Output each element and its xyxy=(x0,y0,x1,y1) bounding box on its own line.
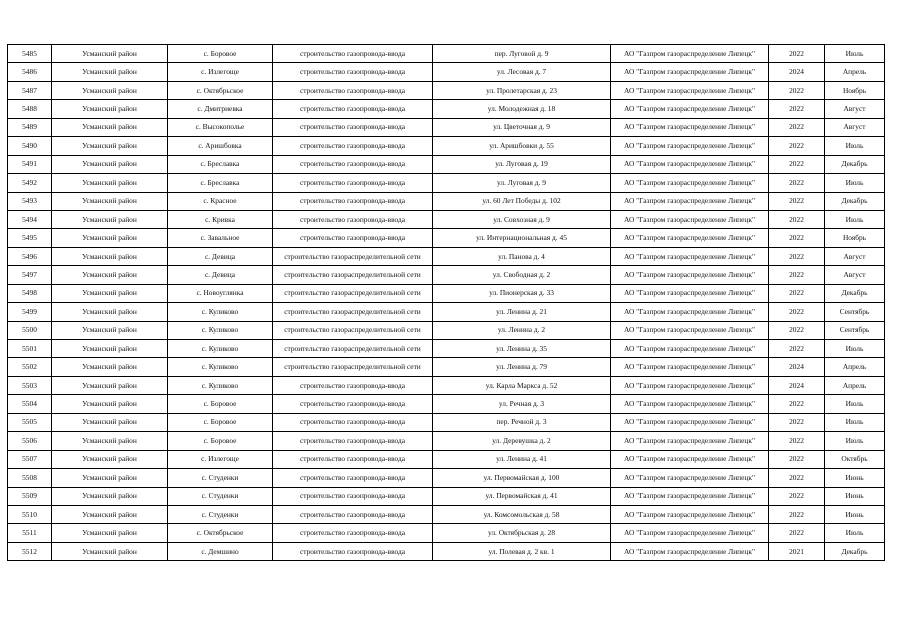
district-cell: Усманский район xyxy=(52,229,168,247)
table-row xyxy=(8,376,885,394)
table-row xyxy=(8,137,885,155)
row-number-cell: 5489 xyxy=(8,118,52,136)
organization-cell: АО "Газпром газораспределение Липецк" xyxy=(611,395,769,413)
address-cell: ул. Луговая д. 19 xyxy=(433,155,611,173)
row-number-cell: 5500 xyxy=(8,321,52,339)
row-number-cell: 5496 xyxy=(8,247,52,265)
address-cell: ул. Свободная д. 2 xyxy=(433,266,611,284)
table-row xyxy=(8,45,885,63)
organization-cell: АО "Газпром газораспределение Липецк" xyxy=(611,266,769,284)
organization-cell: АО "Газпром газораспределение Липецк" xyxy=(611,81,769,99)
district-cell: Усманский район xyxy=(52,137,168,155)
month-cell: Сентябрь xyxy=(825,303,885,321)
month-cell: Октябрь xyxy=(825,450,885,468)
table-row xyxy=(8,118,885,136)
work-type-cell: строительство газопровода-ввода xyxy=(273,524,433,542)
district-cell: Усманский район xyxy=(52,450,168,468)
settlement-cell: с. Аришбовка xyxy=(168,137,273,155)
year-cell: 2022 xyxy=(769,450,825,468)
row-number-cell: 5511 xyxy=(8,524,52,542)
month-cell: Июль xyxy=(825,340,885,358)
address-cell: ул. Ленина д. 2 xyxy=(433,321,611,339)
organization-cell: АО "Газпром газораспределение Липецк" xyxy=(611,340,769,358)
year-cell: 2022 xyxy=(769,155,825,173)
address-cell: ул. Ленина д. 41 xyxy=(433,450,611,468)
work-type-cell: строительство газопровода-ввода xyxy=(273,210,433,228)
settlement-cell: с. Девица xyxy=(168,266,273,284)
settlement-cell: с. Куликово xyxy=(168,358,273,376)
district-cell: Усманский район xyxy=(52,174,168,192)
month-cell: Июль xyxy=(825,45,885,63)
year-cell: 2022 xyxy=(769,395,825,413)
address-cell: ул. Пролетарская д. 23 xyxy=(433,81,611,99)
row-number-cell: 5485 xyxy=(8,45,52,63)
district-cell: Усманский район xyxy=(52,505,168,523)
work-type-cell: строительство газопровода-ввода xyxy=(273,487,433,505)
work-type-cell: строительство газопровода-ввода xyxy=(273,45,433,63)
work-type-cell: строительство газораспределительной сети xyxy=(273,284,433,302)
year-cell: 2022 xyxy=(769,137,825,155)
settlement-cell: с. Студенки xyxy=(168,469,273,487)
month-cell: Июль xyxy=(825,210,885,228)
settlement-cell: с. Студенки xyxy=(168,487,273,505)
organization-cell: АО "Газпром газораспределение Липецк" xyxy=(611,284,769,302)
organization-cell: АО "Газпром газораспределение Липецк" xyxy=(611,137,769,155)
row-number-cell: 5495 xyxy=(8,229,52,247)
month-cell: Август xyxy=(825,247,885,265)
gasification-table xyxy=(7,44,885,561)
address-cell: ул. Аришбовки д. 55 xyxy=(433,137,611,155)
table-body xyxy=(8,45,885,561)
work-type-cell: строительство газораспределительной сети xyxy=(273,321,433,339)
year-cell: 2022 xyxy=(769,45,825,63)
settlement-cell: с. Девица xyxy=(168,247,273,265)
organization-cell: АО "Газпром газораспределение Липецк" xyxy=(611,45,769,63)
district-cell: Усманский район xyxy=(52,524,168,542)
row-number-cell: 5497 xyxy=(8,266,52,284)
row-number-cell: 5506 xyxy=(8,432,52,450)
row-number-cell: 5509 xyxy=(8,487,52,505)
settlement-cell: с. Красное xyxy=(168,192,273,210)
work-type-cell: строительство газопровода-ввода xyxy=(273,174,433,192)
row-number-cell: 5502 xyxy=(8,358,52,376)
month-cell: Декабрь xyxy=(825,284,885,302)
settlement-cell: с. Новоуглянка xyxy=(168,284,273,302)
district-cell: Усманский район xyxy=(52,118,168,136)
settlement-cell: с. Октябрьское xyxy=(168,524,273,542)
month-cell: Июль xyxy=(825,524,885,542)
table-row xyxy=(8,284,885,302)
district-cell: Усманский район xyxy=(52,247,168,265)
organization-cell: АО "Газпром газораспределение Липецк" xyxy=(611,229,769,247)
address-cell: ул. Пионерская д. 33 xyxy=(433,284,611,302)
work-type-cell: строительство газопровода-ввода xyxy=(273,469,433,487)
row-number-cell: 5503 xyxy=(8,376,52,394)
district-cell: Усманский район xyxy=(52,469,168,487)
address-cell: ул. Первомайская д. 41 xyxy=(433,487,611,505)
table-row xyxy=(8,100,885,118)
row-number-cell: 5492 xyxy=(8,174,52,192)
address-cell: ул. Ленина д. 21 xyxy=(433,303,611,321)
month-cell: Июль xyxy=(825,174,885,192)
table-row xyxy=(8,432,885,450)
year-cell: 2022 xyxy=(769,229,825,247)
address-cell: ул. Ленина д. 79 xyxy=(433,358,611,376)
settlement-cell: с. Кривка xyxy=(168,210,273,228)
district-cell: Усманский район xyxy=(52,192,168,210)
row-number-cell: 5491 xyxy=(8,155,52,173)
month-cell: Июль xyxy=(825,432,885,450)
district-cell: Усманский район xyxy=(52,81,168,99)
table-row xyxy=(8,450,885,468)
table-row xyxy=(8,524,885,542)
organization-cell: АО "Газпром газораспределение Липецк" xyxy=(611,321,769,339)
settlement-cell: с. Боровое xyxy=(168,45,273,63)
work-type-cell: строительство газораспределительной сети xyxy=(273,266,433,284)
year-cell: 2022 xyxy=(769,321,825,339)
row-number-cell: 5486 xyxy=(8,63,52,81)
work-type-cell: строительство газораспределительной сети xyxy=(273,340,433,358)
month-cell: Июнь xyxy=(825,487,885,505)
table-row xyxy=(8,340,885,358)
settlement-cell: с. Боровое xyxy=(168,395,273,413)
table-row xyxy=(8,505,885,523)
address-cell: ул. Полевая д. 2 кв. 1 xyxy=(433,542,611,560)
row-number-cell: 5507 xyxy=(8,450,52,468)
address-cell: ул. Речная д. 3 xyxy=(433,395,611,413)
row-number-cell: 5488 xyxy=(8,100,52,118)
year-cell: 2022 xyxy=(769,100,825,118)
work-type-cell: строительство газопровода-ввода xyxy=(273,413,433,431)
month-cell: Июнь xyxy=(825,505,885,523)
month-cell: Август xyxy=(825,118,885,136)
table-row xyxy=(8,303,885,321)
month-cell: Август xyxy=(825,100,885,118)
work-type-cell: строительство газопровода-ввода xyxy=(273,542,433,560)
address-cell: ул. Молодежная д. 18 xyxy=(433,100,611,118)
row-number-cell: 5490 xyxy=(8,137,52,155)
address-cell: ул. Лесовая д. 7 xyxy=(433,63,611,81)
district-cell: Усманский район xyxy=(52,45,168,63)
month-cell: Июль xyxy=(825,137,885,155)
settlement-cell: с. Куликово xyxy=(168,321,273,339)
year-cell: 2022 xyxy=(769,266,825,284)
district-cell: Усманский район xyxy=(52,395,168,413)
settlement-cell: с. Куликово xyxy=(168,376,273,394)
table-row xyxy=(8,192,885,210)
row-number-cell: 5508 xyxy=(8,469,52,487)
organization-cell: АО "Газпром газораспределение Липецк" xyxy=(611,376,769,394)
address-cell: ул. Деревушка д. 2 xyxy=(433,432,611,450)
work-type-cell: строительство газопровода-ввода xyxy=(273,376,433,394)
table-row xyxy=(8,155,885,173)
table-row xyxy=(8,174,885,192)
district-cell: Усманский район xyxy=(52,63,168,81)
work-type-cell: строительство газопровода-ввода xyxy=(273,118,433,136)
row-number-cell: 5498 xyxy=(8,284,52,302)
address-cell: ул. Интернациональная д. 45 xyxy=(433,229,611,247)
year-cell: 2022 xyxy=(769,524,825,542)
settlement-cell: с. Боровое xyxy=(168,432,273,450)
year-cell: 2024 xyxy=(769,63,825,81)
year-cell: 2022 xyxy=(769,340,825,358)
settlement-cell: с. Боровое xyxy=(168,413,273,431)
organization-cell: АО "Газпром газораспределение Липецк" xyxy=(611,63,769,81)
table-row xyxy=(8,487,885,505)
table-row xyxy=(8,247,885,265)
year-cell: 2022 xyxy=(769,303,825,321)
year-cell: 2022 xyxy=(769,284,825,302)
work-type-cell: строительство газопровода-ввода xyxy=(273,63,433,81)
year-cell: 2022 xyxy=(769,81,825,99)
year-cell: 2024 xyxy=(769,358,825,376)
table-row xyxy=(8,81,885,99)
organization-cell: АО "Газпром газораспределение Липецк" xyxy=(611,524,769,542)
address-cell: пер. Луговой д. 9 xyxy=(433,45,611,63)
year-cell: 2022 xyxy=(769,174,825,192)
district-cell: Усманский район xyxy=(52,413,168,431)
work-type-cell: строительство газопровода-ввода xyxy=(273,395,433,413)
address-cell: пер. Речной д. 3 xyxy=(433,413,611,431)
organization-cell: АО "Газпром газораспределение Липецк" xyxy=(611,487,769,505)
year-cell: 2022 xyxy=(769,118,825,136)
month-cell: Декабрь xyxy=(825,542,885,560)
table-row xyxy=(8,413,885,431)
district-cell: Усманский район xyxy=(52,487,168,505)
year-cell: 2022 xyxy=(769,432,825,450)
address-cell: ул. Луговая д. 9 xyxy=(433,174,611,192)
work-type-cell: строительство газопровода-ввода xyxy=(273,450,433,468)
settlement-cell: с. Демшино xyxy=(168,542,273,560)
settlement-cell: с. Излегоще xyxy=(168,63,273,81)
organization-cell: АО "Газпром газораспределение Липецк" xyxy=(611,432,769,450)
table-row xyxy=(8,542,885,560)
settlement-cell: с. Куликово xyxy=(168,303,273,321)
row-number-cell: 5494 xyxy=(8,210,52,228)
organization-cell: АО "Газпром газораспределение Липецк" xyxy=(611,174,769,192)
work-type-cell: строительство газопровода-ввода xyxy=(273,100,433,118)
organization-cell: АО "Газпром газораспределение Липецк" xyxy=(611,210,769,228)
table-row xyxy=(8,358,885,376)
address-cell: ул. Совхозная д. 9 xyxy=(433,210,611,228)
row-number-cell: 5512 xyxy=(8,542,52,560)
settlement-cell: с. Высокополье xyxy=(168,118,273,136)
year-cell: 2022 xyxy=(769,210,825,228)
organization-cell: АО "Газпром газораспределение Липецк" xyxy=(611,192,769,210)
year-cell: 2022 xyxy=(769,487,825,505)
settlement-cell: с. Бреславка xyxy=(168,155,273,173)
organization-cell: АО "Газпром газораспределение Липецк" xyxy=(611,358,769,376)
organization-cell: АО "Газпром газораспределение Липецк" xyxy=(611,155,769,173)
month-cell: Декабрь xyxy=(825,192,885,210)
settlement-cell: с. Излегоще xyxy=(168,450,273,468)
row-number-cell: 5510 xyxy=(8,505,52,523)
table-row xyxy=(8,395,885,413)
work-type-cell: строительство газопровода-ввода xyxy=(273,81,433,99)
address-cell: ул. Панова д. 4 xyxy=(433,247,611,265)
address-cell: ул. Ленина д. 35 xyxy=(433,340,611,358)
settlement-cell: с. Бреславка xyxy=(168,174,273,192)
district-cell: Усманский район xyxy=(52,303,168,321)
district-cell: Усманский район xyxy=(52,266,168,284)
table-row xyxy=(8,210,885,228)
month-cell: Апрель xyxy=(825,63,885,81)
table-row xyxy=(8,229,885,247)
table-row xyxy=(8,321,885,339)
table-row xyxy=(8,63,885,81)
work-type-cell: строительство газопровода-ввода xyxy=(273,432,433,450)
month-cell: Август xyxy=(825,266,885,284)
organization-cell: АО "Газпром газораспределение Липецк" xyxy=(611,542,769,560)
work-type-cell: строительство газопровода-ввода xyxy=(273,505,433,523)
district-cell: Усманский район xyxy=(52,100,168,118)
work-type-cell: строительство газопровода-ввода xyxy=(273,192,433,210)
district-cell: Усманский район xyxy=(52,340,168,358)
year-cell: 2022 xyxy=(769,505,825,523)
work-type-cell: строительство газопровода-ввода xyxy=(273,137,433,155)
organization-cell: АО "Газпром газораспределение Липецк" xyxy=(611,303,769,321)
document-page xyxy=(7,44,885,561)
month-cell: Сентябрь xyxy=(825,321,885,339)
row-number-cell: 5504 xyxy=(8,395,52,413)
organization-cell: АО "Газпром газораспределение Липецк" xyxy=(611,413,769,431)
settlement-cell: с. Октябрьское xyxy=(168,81,273,99)
district-cell: Усманский район xyxy=(52,542,168,560)
table-row xyxy=(8,469,885,487)
address-cell: ул. Комсомольская д. 58 xyxy=(433,505,611,523)
year-cell: 2022 xyxy=(769,247,825,265)
year-cell: 2021 xyxy=(769,542,825,560)
month-cell: Июнь xyxy=(825,469,885,487)
organization-cell: АО "Газпром газораспределение Липецк" xyxy=(611,118,769,136)
district-cell: Усманский район xyxy=(52,210,168,228)
organization-cell: АО "Газпром газораспределение Липецк" xyxy=(611,100,769,118)
organization-cell: АО "Газпром газораспределение Липецк" xyxy=(611,505,769,523)
month-cell: Июль xyxy=(825,413,885,431)
month-cell: Июль xyxy=(825,395,885,413)
work-type-cell: строительство газопровода-ввода xyxy=(273,229,433,247)
month-cell: Ноябрь xyxy=(825,81,885,99)
address-cell: ул. 60 Лет Победы д. 102 xyxy=(433,192,611,210)
year-cell: 2022 xyxy=(769,192,825,210)
organization-cell: АО "Газпром газораспределение Липецк" xyxy=(611,450,769,468)
work-type-cell: строительство газораспределительной сети xyxy=(273,247,433,265)
organization-cell: АО "Газпром газораспределение Липецк" xyxy=(611,469,769,487)
settlement-cell: с. Завальное xyxy=(168,229,273,247)
row-number-cell: 5493 xyxy=(8,192,52,210)
district-cell: Усманский район xyxy=(52,376,168,394)
year-cell: 2022 xyxy=(769,469,825,487)
address-cell: ул. Октябрьская д. 28 xyxy=(433,524,611,542)
work-type-cell: строительство газораспределительной сети xyxy=(273,358,433,376)
month-cell: Ноябрь xyxy=(825,229,885,247)
address-cell: ул. Первомайская д. 100 xyxy=(433,469,611,487)
work-type-cell: строительство газопровода-ввода xyxy=(273,155,433,173)
month-cell: Апрель xyxy=(825,358,885,376)
settlement-cell: с. Студенки xyxy=(168,505,273,523)
settlement-cell: с. Куликово xyxy=(168,340,273,358)
row-number-cell: 5487 xyxy=(8,81,52,99)
district-cell: Усманский район xyxy=(52,284,168,302)
year-cell: 2024 xyxy=(769,376,825,394)
work-type-cell: строительство газораспределительной сети xyxy=(273,303,433,321)
organization-cell: АО "Газпром газораспределение Липецк" xyxy=(611,247,769,265)
district-cell: Усманский район xyxy=(52,155,168,173)
month-cell: Апрель xyxy=(825,376,885,394)
district-cell: Усманский район xyxy=(52,358,168,376)
month-cell: Декабрь xyxy=(825,155,885,173)
row-number-cell: 5501 xyxy=(8,340,52,358)
address-cell: ул. Карла Маркса д. 52 xyxy=(433,376,611,394)
address-cell: ул. Цветочная д. 9 xyxy=(433,118,611,136)
row-number-cell: 5499 xyxy=(8,303,52,321)
table-row xyxy=(8,266,885,284)
year-cell: 2022 xyxy=(769,413,825,431)
district-cell: Усманский район xyxy=(52,321,168,339)
district-cell: Усманский район xyxy=(52,432,168,450)
row-number-cell: 5505 xyxy=(8,413,52,431)
settlement-cell: с. Дмитриевка xyxy=(168,100,273,118)
